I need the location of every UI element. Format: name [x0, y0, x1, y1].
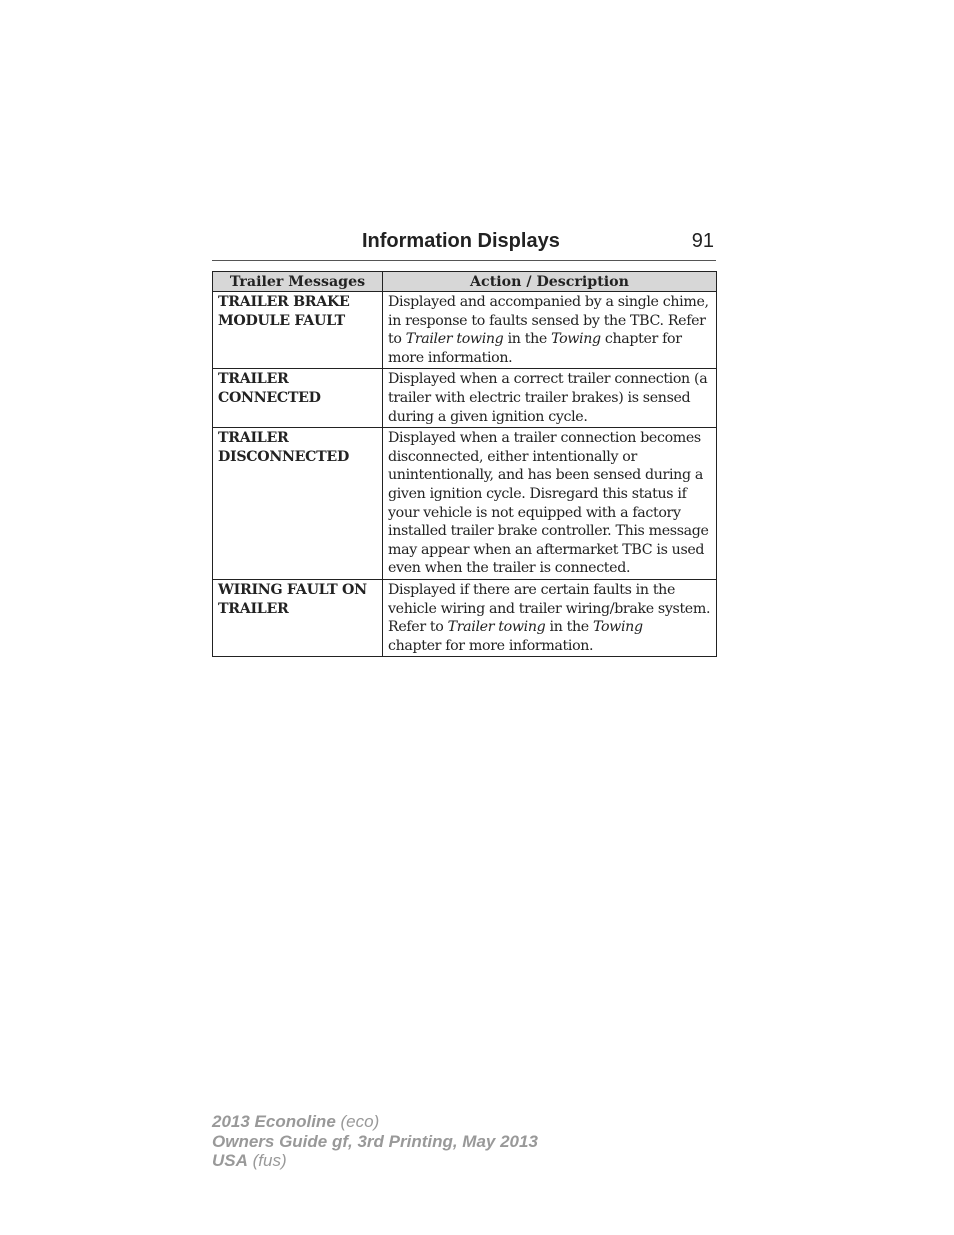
- message-description-cell: [383, 292, 717, 369]
- description-text: chapter for: [600, 331, 682, 348]
- table-row: [213, 292, 717, 369]
- footer-line-1: [212, 1112, 538, 1132]
- trailer-messages-table: [212, 271, 717, 657]
- description-text: in the: [545, 619, 593, 636]
- message-name-line: TRAILER: [218, 371, 289, 388]
- table-body: [213, 292, 717, 657]
- description-line: chapter for more information.: [388, 637, 594, 654]
- description-reference: Trailer towing: [405, 331, 504, 348]
- table-row: [213, 369, 717, 428]
- message-name-line: CONNECTED: [218, 389, 321, 406]
- message-name-line: DISCONNECTED: [218, 448, 349, 465]
- description-line: in response to faults sensed by the TBC. Refer: [388, 312, 706, 329]
- table-row: [213, 579, 717, 656]
- description-text: Refer to: [388, 619, 448, 636]
- description-line: Displayed and accompanied by a single chime,: [388, 294, 709, 310]
- section-title: Information Displays: [362, 230, 560, 252]
- description-line: your vehicle is not equipped with a factory: [388, 504, 681, 521]
- message-description-cell: [383, 428, 717, 580]
- message-name-cell: [213, 579, 383, 656]
- message-name-line: TRAILER BRAKE: [218, 294, 350, 310]
- description-line: during a given ignition cycle.: [388, 408, 588, 425]
- footer-model: 2013 Econoline: [212, 1112, 336, 1131]
- description-line: trailer with electric trailer brakes) is sensed: [388, 389, 691, 406]
- description-line: [388, 330, 712, 349]
- footer-line-2: [212, 1132, 538, 1152]
- footer-market-code: (fus): [252, 1151, 287, 1170]
- message-name-cell: [213, 292, 383, 369]
- description-line: even when the trailer is connected.: [388, 560, 631, 577]
- message-description-cell: [383, 369, 717, 428]
- footer-model-code: (eco): [340, 1112, 380, 1131]
- description-reference: Trailer towing: [447, 619, 546, 636]
- message-description-cell: [383, 579, 717, 656]
- description-line: [388, 618, 712, 637]
- description-line: vehicle wiring and trailer wiring/brake system.: [388, 600, 711, 617]
- message-name-cell: [213, 369, 383, 428]
- message-name-line: MODULE FAULT: [218, 312, 345, 329]
- page-number: 91: [691, 230, 714, 252]
- description-line: unintentionally, and has been sensed during a: [388, 467, 703, 484]
- footer-printing: Owners Guide gf, 3rd Printing, May 2013: [212, 1131, 538, 1151]
- description-line: disconnected, either intentionally or: [388, 448, 637, 465]
- description-text: in the: [503, 331, 552, 348]
- page-footer: [212, 1112, 538, 1171]
- description-line: given ignition cycle. Disregard this status if: [388, 485, 687, 502]
- message-name-line: TRAILER: [218, 430, 289, 447]
- description-line: may appear when an aftermarket TBC is used: [388, 541, 705, 558]
- description-reference: Towing: [592, 619, 643, 636]
- description-line: Displayed when a correct trailer connection (a: [388, 371, 708, 388]
- message-name-cell: [213, 428, 383, 580]
- description-line: Displayed if there are certain faults in the: [388, 581, 676, 598]
- table-header-row: [213, 272, 717, 292]
- column-header-messages: Trailer Messages: [213, 272, 383, 292]
- description-line: installed trailer brake controller. This message: [388, 523, 709, 540]
- description-reference: Towing: [551, 331, 601, 348]
- description-line: more information.: [388, 349, 513, 366]
- message-name-line: TRAILER: [218, 600, 289, 617]
- column-header-description: Action / Description: [383, 272, 717, 292]
- message-name-line: WIRING FAULT ON: [218, 581, 367, 598]
- description-line: Displayed when a trailer connection becomes: [388, 430, 701, 447]
- footer-line-3: [212, 1151, 538, 1171]
- footer-market: USA: [212, 1151, 248, 1170]
- description-text: to: [388, 331, 406, 348]
- table-row: [213, 428, 717, 580]
- page-header: [212, 230, 716, 261]
